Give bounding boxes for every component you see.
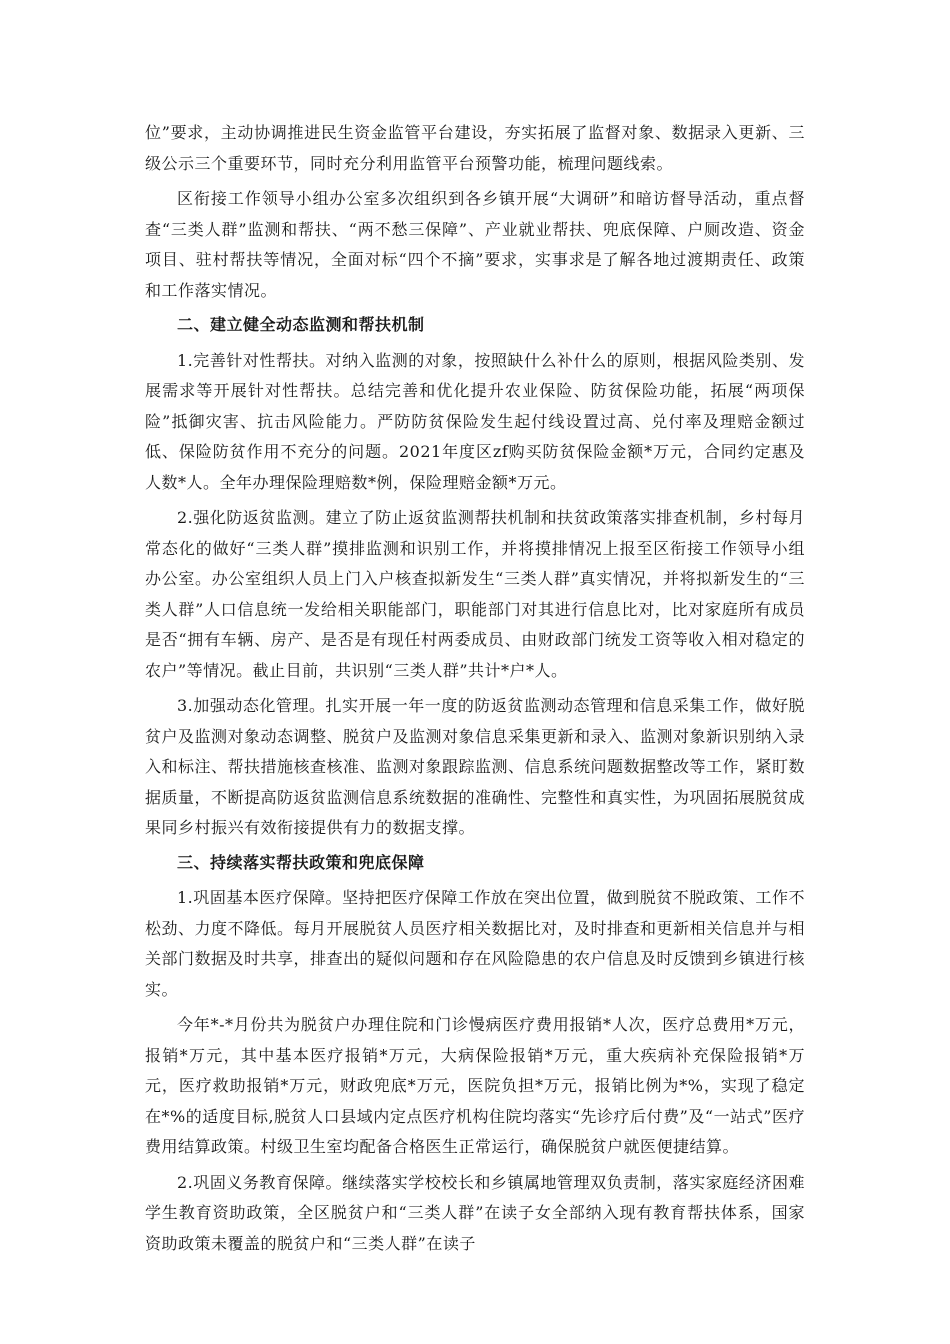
paragraph-medical-security: 1.巩固基本医疗保障。坚持把医疗保障工作放在突出位置，做到脱贫不脱政策、工作不松劲、力度不降低。每月开展脱贫人员医疗相关数据比对，及时排查和更新相关信息并与相关部门数据及时共享，排查出的疑似问题和存在风险隐患的农户信息及时反馈到乡镇进行核实。 <box>145 888 806 999</box>
document-page <box>145 118 805 1259</box>
paragraph-medical-statistics: 今年*-*月份共为脱贫户办理住院和门诊慢病医疗费用报销*人次，医疗总费用*万元，报销*万元，其中基本医疗报销*万元，大病保险报销*万元，重大疾病补充保险报销*万元，医疗救助报销*万元，财政兜底*万元，医院负担*万元，报销比例为*%，实现了稳定在*%的适度目标,脱贫人口县域内定点医疗机构住院均落实“先诊疗后付费”及“一站式”医疗费用结算政策。村级卫生室均配备合格医生正常运行，确保脱贫户就医便捷结算。 <box>145 1015 805 1156</box>
section-heading-2: 二、建立健全动态监测和帮扶机制 <box>177 315 425 334</box>
section-heading-3: 三、持续落实帮扶政策和兜底保障 <box>177 852 425 872</box>
paragraph-education-security: 2.巩固义务教育保障。继续落实学校校长和乡镇属地管理双负责制，落实家庭经济困难学生教育资助政策，全区脱贫户和“三类人群”在读子女全部纳入现有教育帮扶体系，国家资助政策未覆盖的脱贫户和“三类人群”在读子 <box>145 1172 805 1253</box>
paragraph-inspection: 区衔接工作领导小组办公室多次组织到各乡镇开展“大调研”和暗访督导活动，重点督查“三类人群”监测和帮扶、“两不愁三保障”、产业就业帮扶、兜底保障、户厕改造、资金项目、驻村帮扶等情况，全面对标“四个不摘”要求，实事求是了解各地过渡期责任、政策和工作落实情况。 <box>145 189 805 300</box>
paragraph-continuation: 位”要求，主动协调推进民生资金监管平台建设，夯实拓展了监督对象、数据录入更新、三级公示三个重要环节，同时充分利用监管平台预警功能，梳理问题线索。 <box>145 123 805 173</box>
paragraph-dynamic-management: 3.加强动态化管理。扎实开展一年一度的防返贫监测动态管理和信息采集工作，做好脱贫户及监测对象动态调整、脱贫户及监测对象信息采集更新和录入、监测对象新识别纳入录入和标注、帮扶措施核查核准、监测对象跟踪监测、信息系统问题数据整改等工作，紧盯数据质量，不断提高防返贫监测信息系统数据的准确性、完整性和真实性，为巩固拓展脱贫成果同乡村振兴有效衔接提供有力的数据支撑。 <box>145 696 806 837</box>
paragraph-monitoring: 2.强化防返贫监测。建立了防止返贫监测帮扶机制和扶贫政策落实排查机制，乡村每月常态化的做好“三类人群”摸排监测和识别工作，并将摸排情况上报至区衔接工作领导小组办公室。办公室组织人员上门入户核查拟新发生“三类人群”真实情况，并将拟新发生的“三类人群”人口信息统一发给相关职能部门，职能部门对其进行信息比对，比对家庭所有成员是否“拥有车辆、房产、是否是有现任村两委成员、由财政部门统发工资等收入相对稳定的农户”等情况。截止目前，共识别“三类人群”共计*户*人。 <box>145 508 805 680</box>
paragraph-targeted-assistance: 1.完善针对性帮扶。对纳入监测的对象，按照缺什么补什么的原则，根据风险类别、发展需求等开展针对性帮扶。总结完善和优化提升农业保险、防贫保险功能，拓展“两项保险”抵御灾害、抗击风险能力。严防防贫保险发生起付线设置过高、兑付率及理赔金额过低、保险防贫作用不充分的问题。2021年度区zf购买防贫保险金额*万元，合同约定惠及人数*人。全年办理保险理赔数*例，保险理赔金额*万元。 <box>145 350 805 492</box>
